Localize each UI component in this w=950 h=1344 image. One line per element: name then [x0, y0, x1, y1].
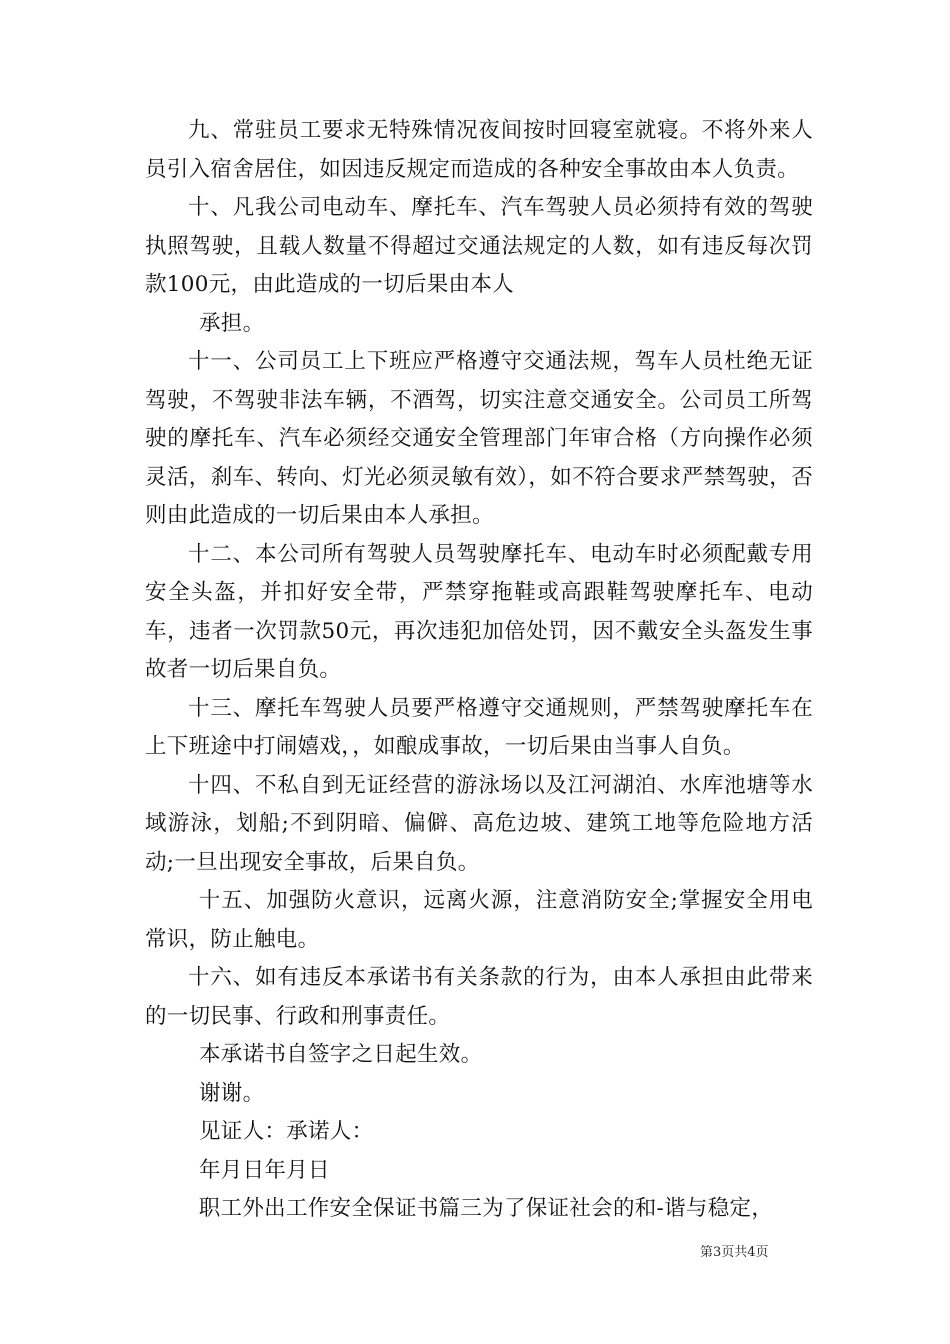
- clause-9: 九、常驻员工要求无特殊情况夜间按时回寝室就寝。不将外来人员引入宿舍居住，如因违反规定而造成的各种安全事故由本人负责。: [145, 118, 813, 182]
- next-section-intro: 职工外出工作安全保证书篇三为了保证社会的和-谐与稳定，: [198, 1196, 774, 1221]
- date-line: 年月日年月日: [199, 1157, 330, 1183]
- clause-12: 十二、本公司所有驾驶人员驾驶摩托车、电动车时必须配戴专用安全头盔，并扣好安全带，严禁穿拖鞋或高跟鞋驾驶摩托车、电动车，违者一次罚款50元，再次违犯加倍处罚，因不戴安全头盔发生事故者一切后果自负。: [145, 541, 813, 682]
- clause-15: 十五、加强防火意识，远离火源，注意消防安全;掌握安全用电常识，防止触电。: [145, 888, 813, 952]
- clause-13: 十三、摩托车驾驶人员要严格遵守交通规则，严禁驾驶摩托车在上下班途中打闹嬉戏，，如酿成事故，一切后果由当事人自负。: [145, 695, 813, 759]
- thanks-line: 谢谢。: [199, 1080, 265, 1106]
- document-body: [145, 112, 813, 1229]
- signature-line: 见证人：承诺人：: [199, 1119, 374, 1144]
- page-number: 第3页共4页: [700, 1245, 769, 1260]
- clause-16: 十六、如有违反本承诺书有关条款的行为，由本人承担由此带来的一切民事、行政和刑事责任。: [145, 965, 813, 1029]
- clause-10-continuation: 承担。: [199, 310, 265, 336]
- effective-statement: 本承诺书自签字之日起生效。: [199, 1042, 483, 1067]
- clause-11: 十一、公司员工上下班应严格遵守交通法规，驾车人员杜绝无证驾驶，不驾驶非法车辆，不酒驾，切实注意交通安全。公司员工所驾驶的摩托车、汽车必须经交通安全管理部门年审合格（方向操作必须灵活，刹车、转向、灯光必须灵敏有效），如不符合要求严禁驾驶，否则由此造成的一切后果由本人承担。: [145, 349, 813, 528]
- clause-10: 十、凡我公司电动车、摩托车、汽车驾驶人员必须持有效的驾驶执照驾驶，且载人数量不得超过交通法规定的人数，如有违反每次罚款100元，由此造成的一切后果由本人: [145, 195, 813, 297]
- clause-14: 十四、不私自到无证经营的游泳场以及江河湖泊、水库池塘等水域游泳，划船;不到阴暗、偏僻、高危边坡、建筑工地等危险地方活动;一旦出现安全事故，后果自负。: [145, 772, 813, 875]
